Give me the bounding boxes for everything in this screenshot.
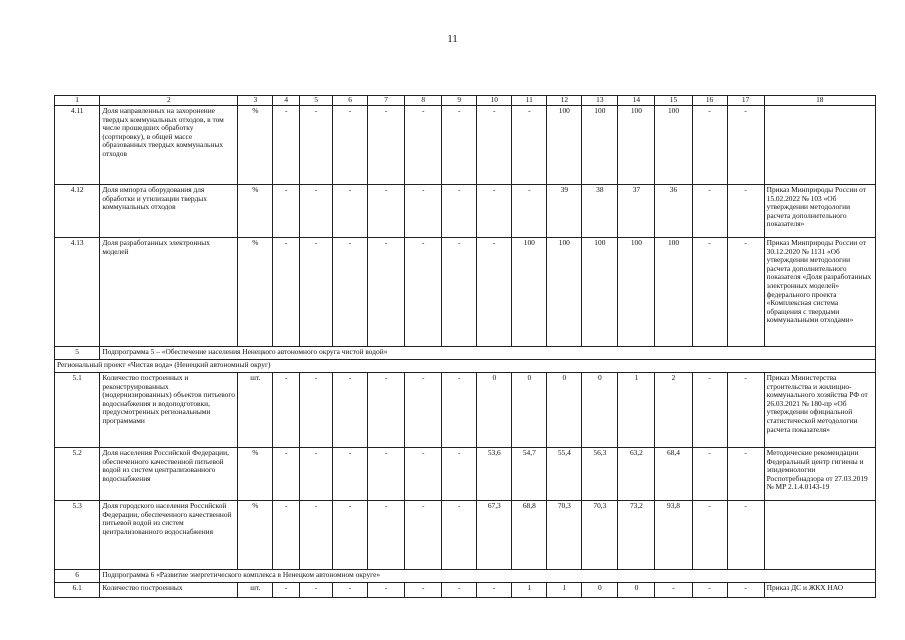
header-cell: 17	[727, 96, 764, 106]
indicators-table	[54, 95, 876, 598]
value-cell: 100	[547, 238, 582, 347]
unit-cell: %	[238, 448, 273, 501]
unit-cell: шт.	[238, 583, 273, 598]
value-cell: 36	[655, 185, 692, 238]
page-number: 11	[447, 33, 458, 45]
value-cell: 70,3	[547, 501, 582, 570]
header-cell: 3	[238, 96, 273, 106]
value-cell: -	[300, 448, 333, 501]
indicator-name: Количество построенных	[100, 583, 238, 598]
indicator-number: 6.1	[55, 583, 100, 598]
value-cell: -	[692, 501, 727, 570]
value-cell: 100	[655, 106, 692, 185]
header-cell: 13	[582, 96, 618, 106]
value-cell: 67,3	[477, 501, 512, 570]
unit-cell: %	[238, 185, 273, 238]
value-cell: -	[368, 238, 405, 347]
value-cell: -	[442, 238, 477, 347]
methodology-source	[764, 106, 875, 185]
value-cell: 1	[547, 583, 582, 598]
indicator-name: Доля импорта оборудования для обработки и утилизации твердых коммунальных отходов	[100, 185, 238, 238]
indicator-row	[55, 501, 876, 570]
value-cell: 38	[582, 185, 618, 238]
value-cell: -	[273, 448, 300, 501]
value-cell: 56,3	[582, 448, 618, 501]
subprogram-number: 5	[55, 347, 100, 360]
value-cell: 0	[477, 373, 512, 448]
value-cell: 93,8	[655, 501, 692, 570]
value-cell: -	[368, 448, 405, 501]
value-cell: 73,2	[618, 501, 655, 570]
value-cell: -	[727, 373, 764, 448]
value-cell: 0	[582, 583, 618, 598]
indicator-number: 5.2	[55, 448, 100, 501]
header-cell: 1	[55, 96, 100, 106]
indicator-row	[55, 106, 876, 185]
value-cell: -	[300, 106, 333, 185]
value-cell: 70,3	[582, 501, 618, 570]
value-cell: -	[405, 106, 442, 185]
value-cell: -	[442, 185, 477, 238]
value-cell: -	[300, 238, 333, 347]
value-cell: -	[273, 185, 300, 238]
value-cell: -	[477, 185, 512, 238]
value-cell: -	[333, 106, 368, 185]
value-cell: -	[273, 373, 300, 448]
value-cell: 68,8	[512, 501, 547, 570]
methodology-source: Приказ Минприроды России от 30.12.2020 № 1131 «Об утверждении методологии расчета дополнительного показателя «Доля разработанных электронных моделей» федерального проекта «Комплексная система обращения с твердыми коммунальными отходами»	[764, 238, 875, 347]
value-cell: 100	[512, 238, 547, 347]
header-cell: 6	[333, 96, 368, 106]
header-cell: 7	[368, 96, 405, 106]
value-cell: -	[477, 238, 512, 347]
methodology-source: Приказ Министерства строительства и жилищно-коммунального хозяйства РФ от 26.03.2021 № 180-пр «Об утверждении официальной статистической методологии расчета показателя»	[764, 373, 875, 448]
value-cell: -	[333, 238, 368, 347]
value-cell: 0	[582, 373, 618, 448]
value-cell: -	[692, 185, 727, 238]
value-cell: -	[692, 373, 727, 448]
indicator-row	[55, 238, 876, 347]
value-cell: -	[405, 373, 442, 448]
value-cell: 37	[618, 185, 655, 238]
value-cell: -	[333, 583, 368, 598]
indicator-row	[55, 448, 876, 501]
value-cell: 0	[512, 373, 547, 448]
header-cell: 15	[655, 96, 692, 106]
value-cell: -	[442, 448, 477, 501]
value-cell: -	[368, 373, 405, 448]
methodology-source: Методические рекомендации Федеральный центр гигиены и эпидемиологии Роспотребнадзора от 27.03.2019 № МР 2.1.4.0143-19	[764, 448, 875, 501]
value-cell: -	[477, 583, 512, 598]
value-cell: -	[692, 583, 727, 598]
indicator-number: 5.3	[55, 501, 100, 570]
value-cell: 100	[655, 238, 692, 347]
value-cell: -	[655, 583, 692, 598]
unit-cell: %	[238, 106, 273, 185]
value-cell: 2	[655, 373, 692, 448]
value-cell: -	[333, 185, 368, 238]
value-cell: -	[442, 501, 477, 570]
value-cell: 100	[582, 106, 618, 185]
value-cell: -	[512, 185, 547, 238]
header-cell: 2	[100, 96, 238, 106]
indicator-name: Доля направленных на захоронение твердых коммунальных отходов, в том числе прошедших обработку (сортировку), в общей массе образованных твердых коммунальных отходов	[100, 106, 238, 185]
value-cell: -	[333, 448, 368, 501]
value-cell: -	[273, 106, 300, 185]
methodology-source	[764, 501, 875, 570]
indicator-row	[55, 185, 876, 238]
value-cell: -	[368, 501, 405, 570]
header-cell: 14	[618, 96, 655, 106]
value-cell: 100	[618, 238, 655, 347]
header-cell: 11	[512, 96, 547, 106]
value-cell: -	[692, 238, 727, 347]
indicator-number: 4.13	[55, 238, 100, 347]
value-cell: -	[300, 185, 333, 238]
header-cell: 5	[300, 96, 333, 106]
regional-project-title: Региональный проект «Чистая вода» (Ненецкий автономный округ)	[55, 360, 876, 373]
value-cell: 1	[618, 373, 655, 448]
indicator-name: Количество построенных и реконструированных (модернизированных) объектов питьевого водоснабжения и водоподготовки, предусмотренных региональными программами	[100, 373, 238, 448]
header-cell: 4	[273, 96, 300, 106]
value-cell: -	[368, 583, 405, 598]
value-cell: -	[727, 238, 764, 347]
header-cell: 9	[442, 96, 477, 106]
value-cell: -	[405, 583, 442, 598]
unit-cell: шт.	[238, 373, 273, 448]
value-cell: -	[300, 373, 333, 448]
value-cell: -	[727, 448, 764, 501]
subprogram-row	[55, 347, 876, 360]
value-cell: -	[333, 501, 368, 570]
indicator-number: 4.12	[55, 185, 100, 238]
value-cell: -	[405, 238, 442, 347]
value-cell: 53,6	[477, 448, 512, 501]
value-cell: 1	[512, 583, 547, 598]
value-cell: -	[727, 501, 764, 570]
value-cell: 0	[547, 373, 582, 448]
value-cell: -	[727, 185, 764, 238]
value-cell: -	[273, 583, 300, 598]
value-cell: 39	[547, 185, 582, 238]
subprogram-row	[55, 570, 876, 583]
header-cell: 10	[477, 96, 512, 106]
header-cell: 16	[692, 96, 727, 106]
subprogram-title: Подпрограмма 6 «Развитие энергетического комплекса в Ненецком автономном округе»	[100, 570, 876, 583]
value-cell: -	[273, 238, 300, 347]
value-cell: -	[442, 583, 477, 598]
subprogram-number: 6	[55, 570, 100, 583]
header-cell: 8	[405, 96, 442, 106]
indicator-name: Доля городского населения Российской Федерации, обеспеченного качественной питьевой водой из систем централизованного водоснабжения	[100, 501, 238, 570]
unit-cell: %	[238, 501, 273, 570]
regional-project-row	[55, 360, 876, 373]
value-cell: -	[300, 501, 333, 570]
value-cell: -	[727, 583, 764, 598]
value-cell: 0	[618, 583, 655, 598]
value-cell: -	[692, 448, 727, 501]
indicator-row	[55, 373, 876, 448]
value-cell: 68,4	[655, 448, 692, 501]
unit-cell: %	[238, 238, 273, 347]
value-cell: -	[405, 448, 442, 501]
value-cell: 100	[582, 238, 618, 347]
value-cell: -	[300, 583, 333, 598]
value-cell: 63,2	[618, 448, 655, 501]
header-cell: 12	[547, 96, 582, 106]
value-cell: -	[368, 106, 405, 185]
value-cell: 100	[547, 106, 582, 185]
value-cell: 55,4	[547, 448, 582, 501]
value-cell: -	[692, 106, 727, 185]
value-cell: -	[442, 106, 477, 185]
indicator-name: Доля населения Российской Федерации, обеспеченного качественной питьевой водой из систем централизованного водоснабжения	[100, 448, 238, 501]
value-cell: -	[442, 373, 477, 448]
value-cell: 100	[618, 106, 655, 185]
value-cell: -	[368, 185, 405, 238]
table-header-row	[55, 96, 876, 106]
value-cell: -	[333, 373, 368, 448]
value-cell: -	[405, 501, 442, 570]
value-cell: -	[273, 501, 300, 570]
value-cell: -	[512, 106, 547, 185]
value-cell: 54,7	[512, 448, 547, 501]
indicator-row	[55, 583, 876, 598]
methodology-source: Приказ ДС и ЖКХ НАО	[764, 583, 875, 598]
header-cell: 18	[764, 96, 875, 106]
indicator-number: 5.1	[55, 373, 100, 448]
value-cell: -	[727, 106, 764, 185]
value-cell: -	[477, 106, 512, 185]
indicator-number: 4.11	[55, 106, 100, 185]
methodology-source: Приказ Минприроды России от 15.02.2022 № 103 «Об утверждении методологии расчета дополнительного показателя»	[764, 185, 875, 238]
indicator-name: Доля разработанных электронных моделей	[100, 238, 238, 347]
value-cell: -	[405, 185, 442, 238]
subprogram-title: Подпрограмма 5 – «Обеспечение населения Ненецкого автономного округа чистой водой»	[100, 347, 876, 360]
